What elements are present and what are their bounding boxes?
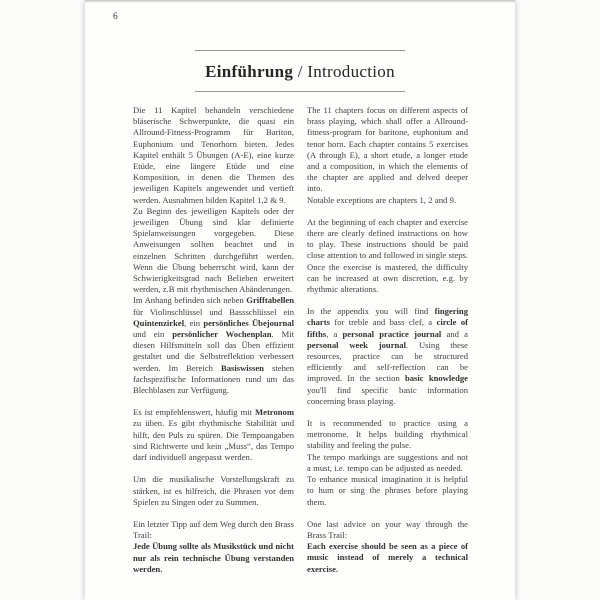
bold-text: fingering charts — [307, 306, 468, 328]
bold-text: basic knowledge — [404, 373, 468, 384]
body-text: Um die musikalische Vorstellungskraft zu stärken, ist es hilfreich, die Phrasen vor dem Spielen zu Singen oder zu Summen. — [133, 474, 294, 507]
bold-text: circle of fifths — [307, 317, 468, 339]
body-text: Notable exceptions are chapters 1, 2 and 9. — [307, 194, 457, 205]
body-text: The 11 chapters focus on different aspects of brass playing, which shall offer a Allround-fitness-program for baritone, euphonium and tenor horn. Each chapter contains 5 exercises (A through E), a short etude, a longer etude and a composition, in which the elements of the chapter are applied and delved deeper into. — [307, 105, 468, 194]
book-page — [85, 0, 515, 600]
paragraph — [133, 295, 294, 396]
paragraph — [307, 519, 468, 541]
paragraph — [307, 105, 468, 195]
bold-text: Jede Übung sollte als Musikstück und nicht nur als rein technische Übung verstanden werden. — [133, 541, 294, 574]
body-text: für Violinschlüssel und Bassschlüssel ein — [133, 306, 294, 317]
body-text: you'll find specific basic information concerning brass playing. — [307, 384, 468, 406]
body-text: One last advice on your way through the Brass Trail: — [307, 518, 468, 540]
title-separator: / — [293, 62, 308, 81]
page-top-edge — [85, 0, 515, 3]
paragraph — [307, 474, 468, 508]
page-title-wrap — [85, 0, 515, 92]
body-text: Die 11 Kapitel behandeln verschiedene bläserische Schwerpunkte, die quasi ein Allround-Fitness-Programm für Bariton, Euphonium und Tenorhorn bieten. Jedes Kapitel enthält 5 Übungen (A-E), eine kurze Etüde, eine längere Etüde und eine Komposition, in denen die Themen des jeweiligen Kapitels angewendet und vertieft werden. Ausnahmen bilden Kapitel 1,2 & 9. — [133, 105, 294, 205]
paragraph — [307, 195, 468, 206]
page-title — [195, 50, 405, 92]
body-text: zu üben. Es gibt rhythmische Stabilität und hilft, den Puls zu spüren. Die Tempoangaben sind Richtwerte und kein „Muss“, das Tempo darf individuell angepasst werden. — [133, 418, 294, 463]
column-german — [133, 105, 294, 575]
title-german: Einführung — [205, 62, 294, 81]
paragraph — [133, 519, 294, 541]
body-text: Zu Beginn des jeweiligen Kapitels oder der jeweiligen Übung sind klar definierte Spielanweisungen vorgegeben. Diese Anweisungen sollten beachtet und in einzelnen Schritten durchgeführt werden. Wenn die Übung beherrscht wird, kann der Schwierigkeitsgrad nach Belieben erweitert werden, z.B mit rhythmischen Abänderungen. — [133, 205, 294, 295]
body-text: and a — [441, 328, 468, 339]
paragraph — [307, 452, 468, 474]
bold-text: persönlicher Wochenplan — [172, 329, 272, 340]
bold-text: Metronom — [255, 407, 294, 418]
bold-text: personal week journal — [307, 339, 406, 350]
column-english — [307, 105, 468, 575]
body-text: To enhance musical imagination it is helpful to hum or sing the phrases before playing them. — [307, 474, 468, 507]
body-text: Es ist empfehlenswert, häufig mit — [133, 407, 256, 418]
body-text: stehen fachspezifische Informationen rund um das Blechblasen zur Verfügung. — [133, 362, 294, 396]
body-text: , ein — [184, 317, 204, 328]
bold-text: Quintenzirkel — [133, 317, 185, 328]
paragraph — [307, 541, 468, 575]
body-text: In the appendix you will find — [307, 306, 435, 317]
body-text: , a — [326, 328, 343, 339]
body-text: It is recommended to practice using a metronome. It helps building rhythmical stability and feeling the pulse. — [307, 418, 468, 451]
paragraph — [133, 474, 294, 508]
paragraph — [133, 407, 294, 463]
body-text: und ein — [133, 329, 173, 340]
bold-text: Basiswissen — [220, 362, 264, 373]
body-text: Ein letzter Tipp auf dem Weg durch den Brass Trail: — [133, 518, 294, 541]
body-text: Im Anhang befinden sich neben — [133, 295, 247, 306]
bold-text: Grifftabellen — [246, 295, 294, 306]
page-number: 6 — [113, 12, 118, 22]
paragraph — [133, 105, 294, 206]
body-text: . Mit diesen Hilfsmitteln soll das Üben effizient gestaltet und die Selbstreflektion verbessert werden. Im Bereich — [133, 329, 294, 373]
bold-text: Each exercise should be seen as a piece of music instead of merely a technical exercise. — [307, 541, 468, 574]
body-text: for treble and bass clef, a — [329, 317, 437, 328]
paragraph — [307, 217, 468, 295]
paragraph — [307, 306, 468, 407]
paragraph — [133, 206, 294, 296]
bold-text: personal practice journal — [342, 328, 442, 339]
text-columns — [133, 105, 468, 575]
paragraph — [133, 541, 294, 575]
title-english: Introduction — [307, 62, 395, 81]
body-text: The tempo markings are suggestions and not a must, i.e. tempo can be adjusted as needed. — [307, 451, 468, 473]
body-text: . Using these resources, practice can be structured efficiently and self-reflection can be improved. In the section — [307, 339, 468, 384]
bold-text: persönliches Übejournal — [203, 317, 294, 328]
paragraph — [307, 418, 468, 452]
body-text: At the beginning of each chapter and exercise there are clearly defined instructions on how to play. These instructions should be paid close attention to and followed in single steps. Once the exercise is mastered, the difficulty can be increased at own discretion, e.g. by rhythmic alterations. — [307, 216, 468, 295]
